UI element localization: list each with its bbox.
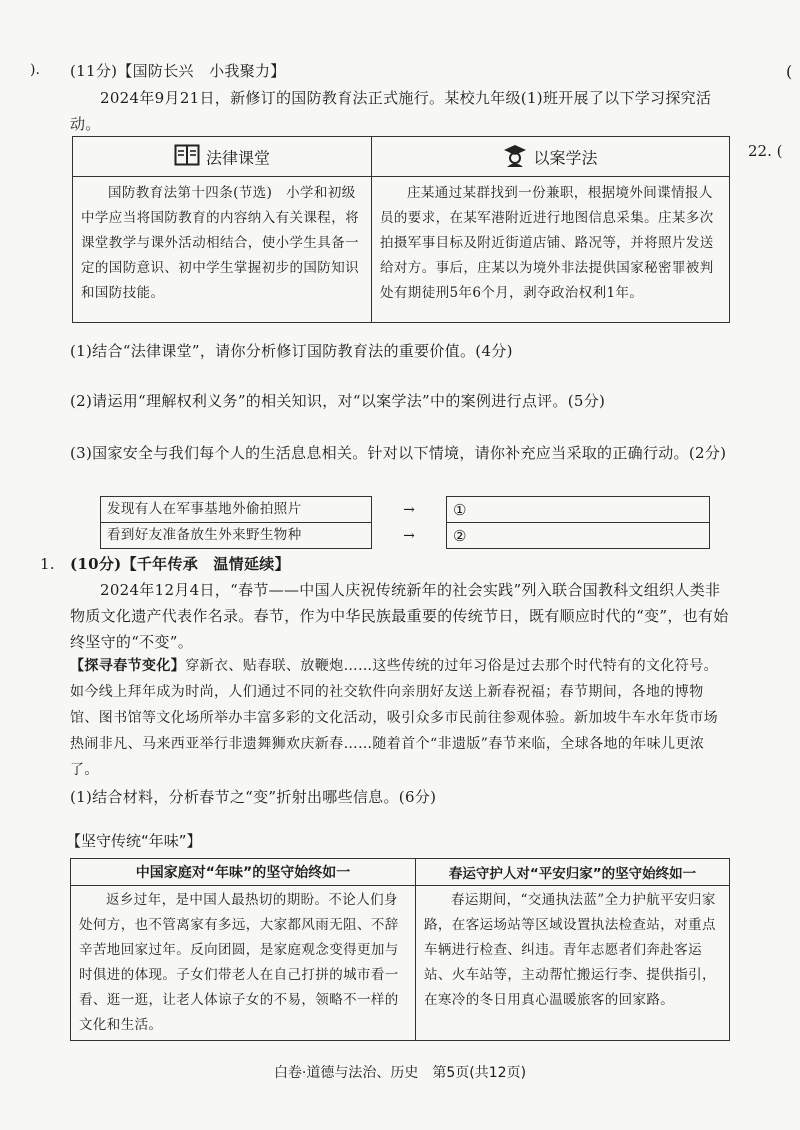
explore-title: 【探寻春节变化】 [70, 658, 186, 674]
q1-intro: 2024年9月21日，新修订的国防教育法正式施行。某校九年级(1)班开展了以下学习探究活动。 [70, 89, 712, 133]
arrow-icon: → [403, 501, 415, 518]
scenario-row [101, 523, 710, 549]
guardian-heading [416, 859, 730, 886]
guardian-title: 春运守护人对“平安归家”的坚守始终如一 [448, 866, 697, 882]
scholar-icon [503, 143, 527, 171]
scenario-row [101, 497, 710, 523]
case-study-text: 庄某通过某群找到一份兼职，根据境外间谍情报人员的要求，在某军港附近进行地图信息采集。庄某多次拍摄军事目标及附近街道店铺、路况等，并将照片发送给对方。事后，庄某以为境外非法提供国家秘密罪被判处有期徒刑5年6个月，剥夺政治权利1年。 [380, 185, 714, 301]
arrow-icon: → [403, 527, 415, 544]
explore-text: 穿新衣、贴春联、放鞭炮……这些传统的过年习俗是过去那个时代特有的文化符号。如今线上拜年成为时尚，人们通过不同的社交软件向亲朋好友送上新春祝福；春节期间，各地的博物馆、图书馆等文化场所举办丰富多彩的文化活动，吸引众多市民前往参观体验。新加坡牛车水年货市场热闹非凡、马来西亚举行非遗舞狮欢庆新春……随着首个“非遗版”春节来临，全球各地的年味儿更浓了。 [70, 658, 719, 778]
q2-intro: 2024年12月4日，“春节——中国人庆祝传统新年的社会实践”列入联合国教科文组织人类非物质文化遗产代表作名录。春节，作为中华民族最重要的传统节日，既有顺应时代的“变”，也有始终坚守的“不变”。 [70, 581, 729, 651]
explore-paragraph [70, 653, 730, 783]
family-heading [71, 859, 416, 886]
family-text: 返乡过年，是中国人最热切的期盼。不论人们身处何方，也不管离家有多远，大家都风雨无阻、不辞辛苦地回家过年。反向团圆，是家庭观念变得更加与时俱进的体现。子女们带老人在自己打拼的城市看一看、逛一逛，让老人体谅子女的不易，领略不一样的文化和生活。 [79, 892, 399, 1033]
q1-sub1: (1)结合“法律课堂”，请你分析修订国防教育法的重要价值。(4分) [70, 342, 513, 360]
answer-blank-2[interactable]: ② [447, 523, 710, 549]
right-edge-mark: ( [786, 62, 793, 81]
scenario-situation: 看到好友准备放生外来野生物种 [101, 523, 372, 549]
q1-header: (11分)【国防长兴 小我聚力】 [70, 62, 286, 80]
case-study-heading [372, 137, 730, 177]
left-edge-mark: ). [30, 62, 40, 78]
q1-sub2: (2)请运用“理解权利义务”的相关知识，对“以案学法”中的案例进行点评。(5分) [70, 392, 606, 410]
guardian-cell [416, 886, 730, 1041]
book-icon [174, 144, 200, 170]
keep-title: 【坚守传统“年味”】 [66, 832, 202, 850]
case-study-title: 以案学法 [533, 148, 598, 167]
q2-number: 1. [40, 555, 55, 573]
answer-blank-1[interactable]: ① [447, 497, 710, 523]
page-footer: 白卷·道德与法治、历史 第5页(共12页) [273, 1065, 527, 1081]
guardian-text: 春运期间，“交通执法蓝”全力护航平安归家路，在客运场站等区域设置执法检查站，对重点车辆进行检查、纠违。青年志愿者们奔赴客运站、火车站等，主动帮忙搬运行李、提供指引，在寒冷的冬日用真心温暖旅客的回家路。 [424, 892, 716, 1008]
law-class-text: 国防教育法第十四条(节选) 小学和初级中学应当将国防教育的内容纳入有关课程，将课堂教学与课外活动相结合，使小学生具备一定的国防意识、初中学生掌握初步的国防知识和国防技能。 [81, 185, 359, 301]
law-class-cell [73, 177, 372, 323]
family-cell [71, 886, 416, 1041]
q1-material-table [72, 136, 730, 323]
law-class-heading [73, 137, 372, 177]
q2-header: (10分)【千年传承 温情延续】 [70, 555, 290, 573]
right-edge-question-number: 22. ( [748, 142, 783, 160]
law-class-title: 法律课堂 [205, 148, 270, 167]
scenario-table [100, 496, 710, 549]
case-study-cell [372, 177, 730, 323]
family-title: 中国家庭对“年味”的坚守始终如一 [135, 865, 351, 881]
q1-sub3: (3)国家安全与我们每个人的生活息息相关。针对以下情境，请你补充应当采取的正确行动。(2分) [70, 444, 727, 462]
q2-material-table [70, 858, 730, 1041]
q2-sub1: (1)结合材料，分析春节之“变”折射出哪些信息。(6分) [70, 788, 437, 806]
scenario-situation: 发现有人在军事基地外偷拍照片 [101, 497, 372, 523]
